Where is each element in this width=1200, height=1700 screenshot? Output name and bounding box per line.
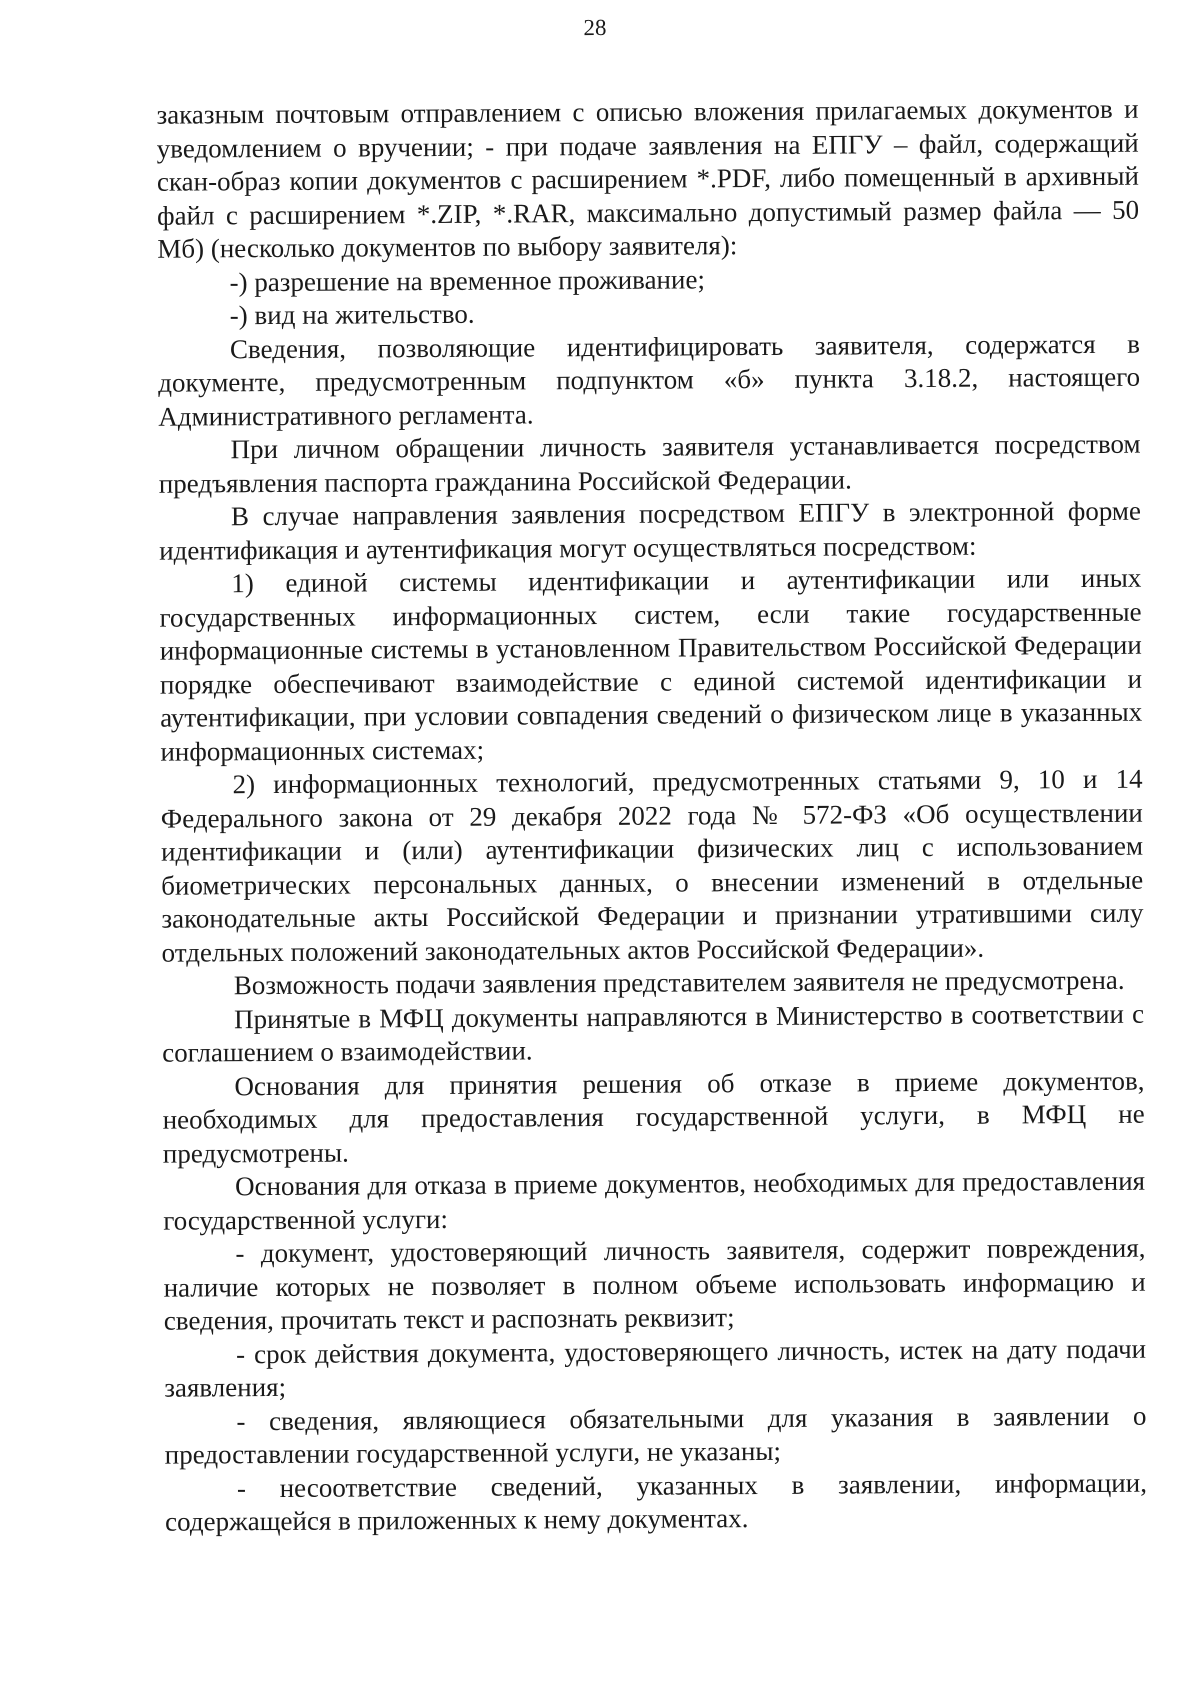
- paragraph-personal-visit: При личном обращении личность заявителя устанавливается посредством предъявления паспорта гражданина Российской Федерации.: [158, 428, 1141, 499]
- list-item-expired-document: - срок действия документа, удостоверяющего личность, истек на дату подачи заявления;: [164, 1333, 1147, 1403]
- page-number: 28: [583, 14, 607, 41]
- document-body: [156, 93, 1147, 1539]
- paragraph-identification-info: Сведения, позволяющие идентифицировать заявителя, содержатся в документе, предусмотренным подпунктом «б» пункта 3.18.2, настоящего Административного регламента.: [158, 328, 1141, 432]
- paragraph-refusal-grounds-heading: Основания для отказа в приеме документов, необходимых для предоставления государственной услуги:: [163, 1165, 1146, 1236]
- paragraph-epgu-identification: В случае направления заявления посредством ЕПГУ в электронной форме идентификация и аутентификация могут осуществляться посредством:: [159, 495, 1142, 566]
- list-item-biometric-technologies: 2) информационных технологий, предусмотренных статьями 9, 10 и 14 Федерального закона от 29 декабря 2022 года № 572-ФЗ «Об осуществлении идентификации и (или) аутентификации физических лиц с использованием биометрических персональных данных, о внесении изменений в отдельные законодательные акты Российской Федерации и признании утратившими силу отдельных положений законодательных актов Российской Федерации».: [160, 763, 1144, 968]
- paragraph-mfc-documents: Принятые в МФЦ документы направляются в Министерство в соответствии с соглашением о взаимодействии.: [162, 998, 1145, 1068]
- list-item-residence-permit: -) вид на жительство.: [229, 298, 475, 331]
- list-item-damaged-document: - документ, удостоверяющий личность заявителя, содержит повреждения, наличие которых не позволяет в полном объеме использовать информацию и сведения, прочитать текст и распознать реквизит;: [163, 1232, 1146, 1336]
- list-item-inconsistent-information: - несоответствие сведений, указанных в заявлении, информации, содержащейся в приложенных к нему документах.: [165, 1467, 1147, 1537]
- list-item-esia: 1) единой системы идентификации и аутентификации или иных государственных информационных систем, если такие государственные информационные системы в установленном Правительством Российской Федерации порядке обеспечивают взаимодействие с единой системой идентификации и аутентификации, при условии совпадения сведений о физическом лице в указанных информационных системах;: [159, 562, 1143, 767]
- paragraph-continuation: заказным почтовым отправлением с описью вложения прилагаемых документов и уведомлением о вручении; - при подаче заявления на ЕПГУ – файл, содержащий скан-образ копии документов с расширением *.PDF, либо помещенный в архивный файл с расширением *.ZIP, *.RAR, максимально допустимый размер файла — 50 Мб) (несколько документов по выбору заявителя):: [156, 93, 1140, 264]
- list-item-residence-permit-temporary: -) разрешение на временное проживание;: [229, 263, 705, 297]
- paragraph-representative: Возможность подачи заявления представителем заявителя не предусмотрена.: [233, 964, 1125, 1001]
- paragraph-mfc-refusal-grounds: Основания для принятия решения об отказе в приеме документов, необходимых для предоставления государственной услуги, в МФЦ не предусмотрены.: [162, 1065, 1145, 1169]
- list-item-missing-information: - сведения, являющиеся обязательными для указания в заявлении о предоставлении государственной услуги, не указаны;: [164, 1400, 1147, 1470]
